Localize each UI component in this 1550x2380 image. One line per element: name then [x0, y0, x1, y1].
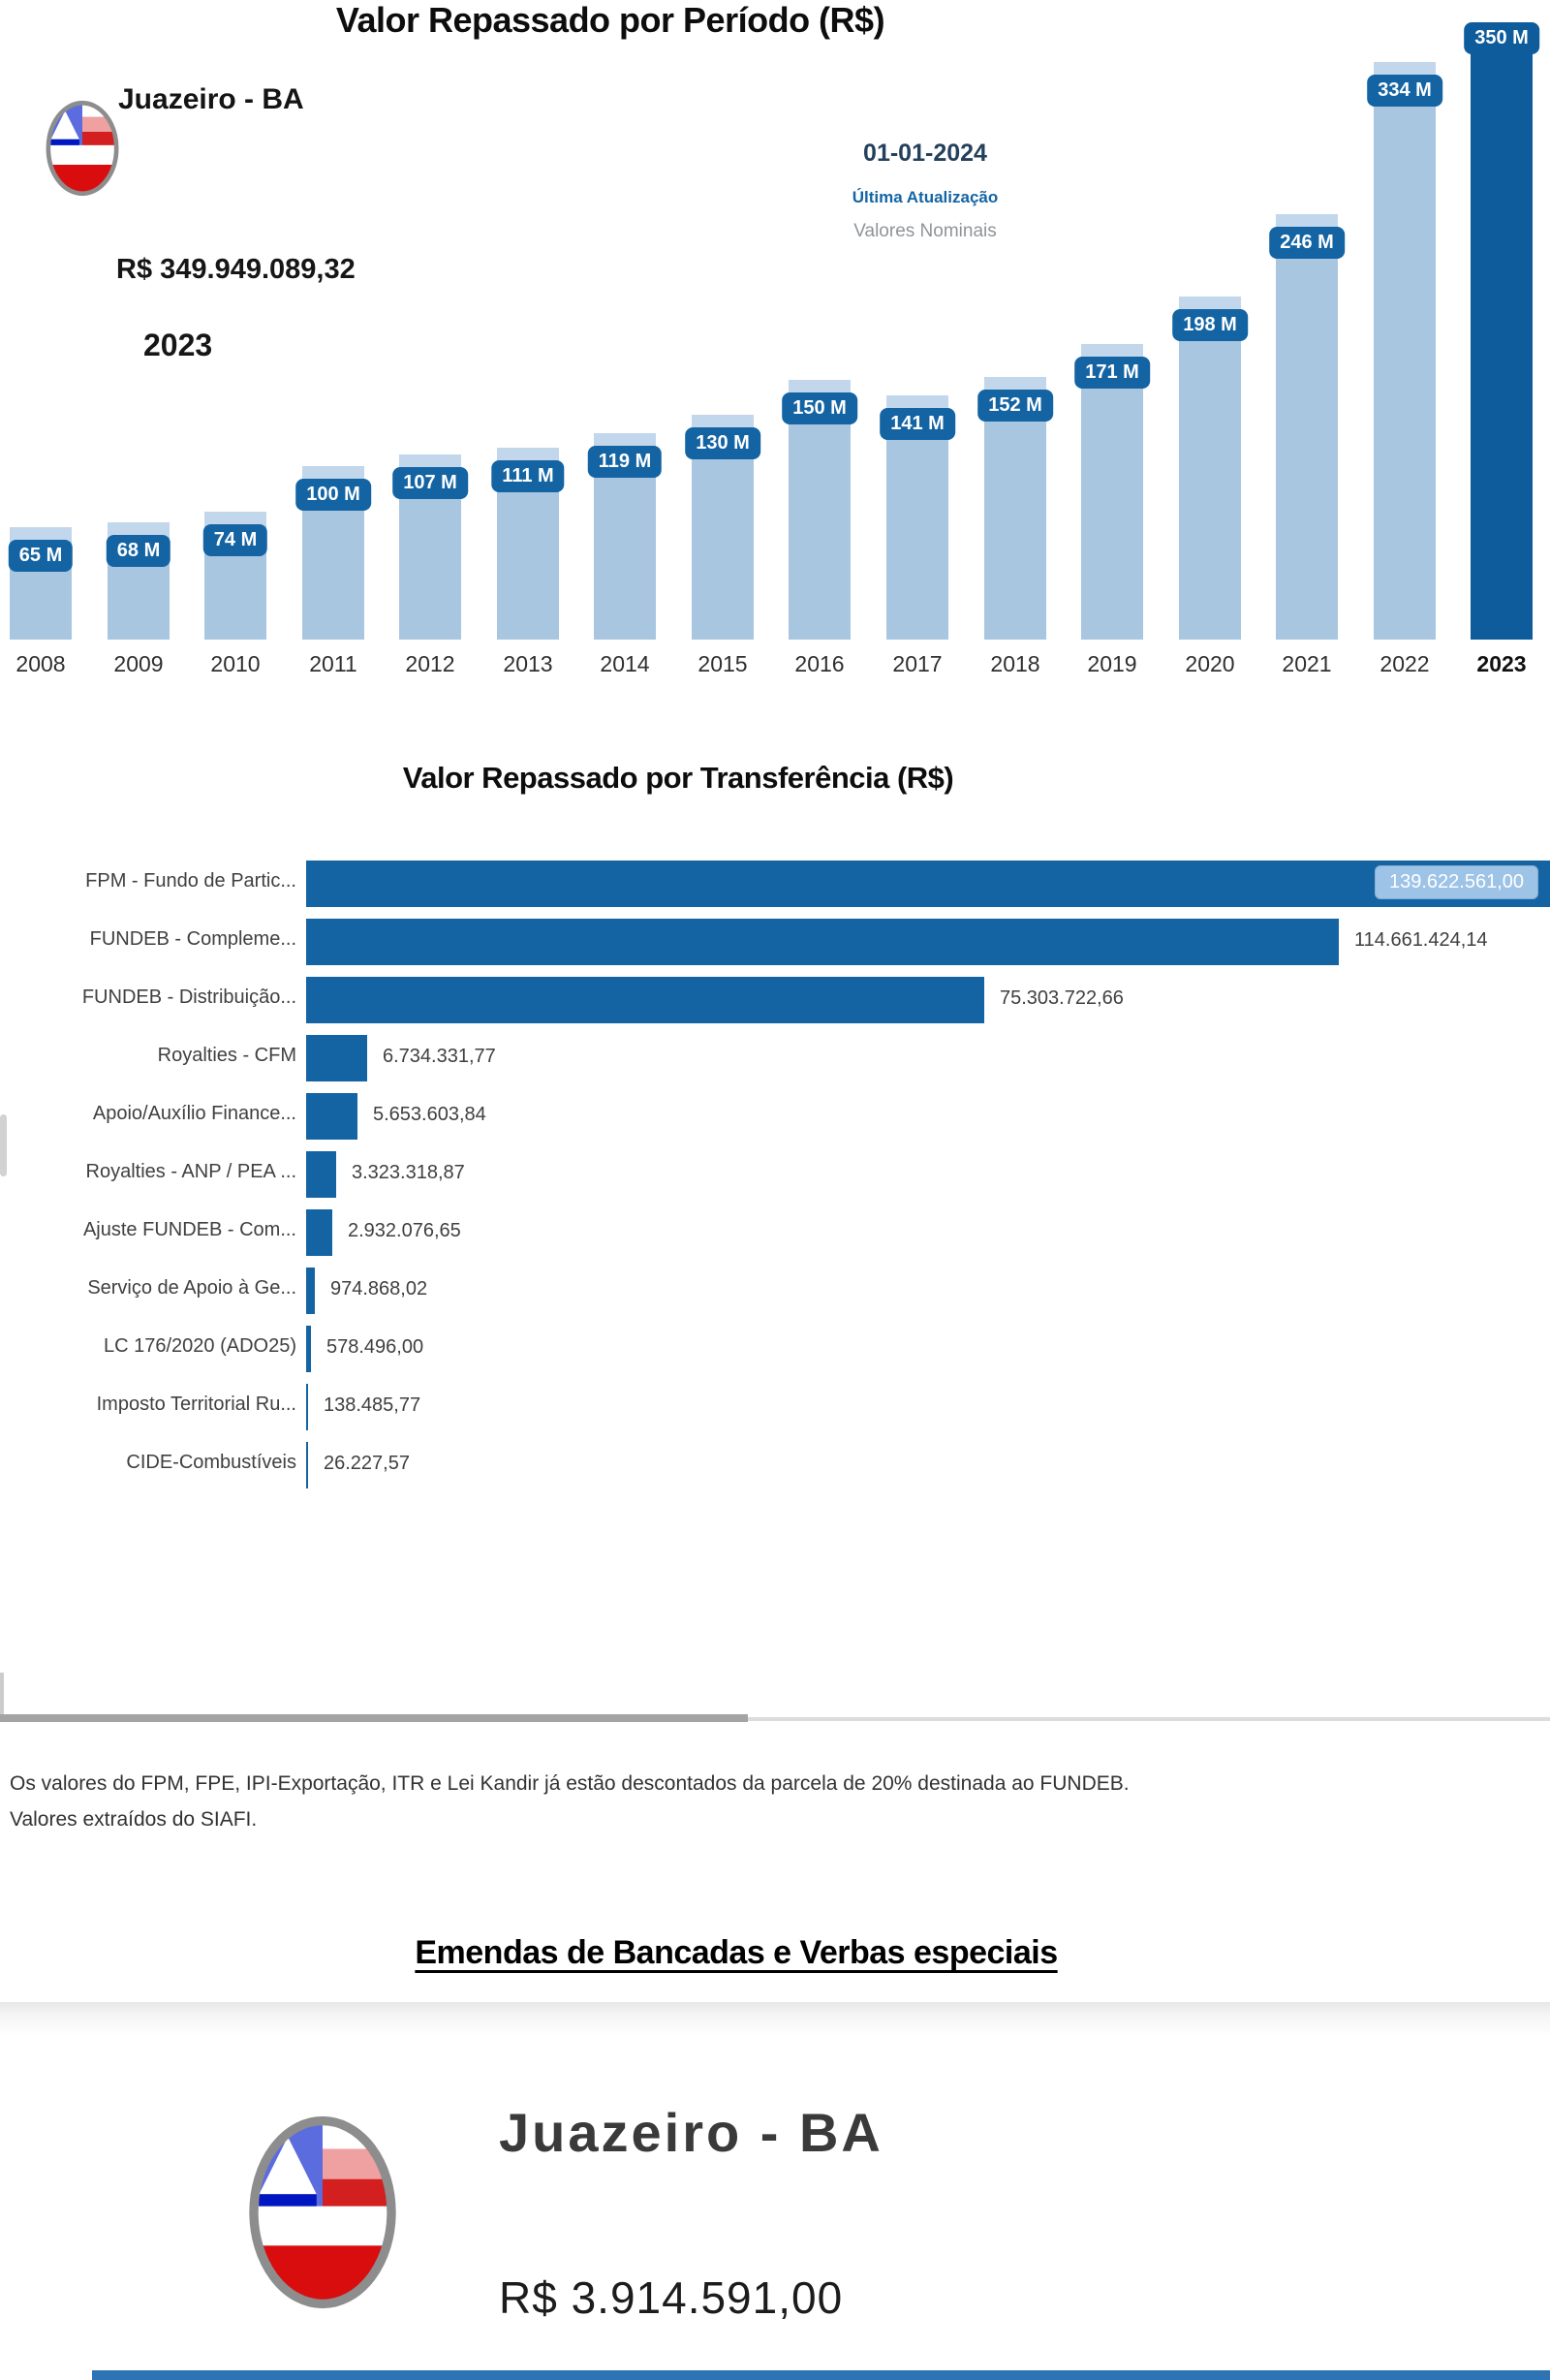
transfer-bar-value-label: 138.485,77 — [324, 1394, 421, 1416]
vertical-scrollbar-fragment[interactable] — [0, 1673, 4, 1717]
emendas-municipality: Juazeiro - BA — [499, 2102, 884, 2163]
next-visual-edge — [92, 2370, 1550, 2380]
period-axis-tick-2022: 2022 — [1380, 651, 1430, 676]
transfer-bar-2[interactable] — [306, 919, 1339, 965]
transfer-category-label: Royalties - ANP / PEA ... — [85, 1161, 296, 1182]
emendas-heading: Emendas de Bancadas e Verbas especiais — [415, 1934, 1058, 1971]
transfer-bar-5[interactable] — [306, 1093, 357, 1140]
period-axis-tick-2011: 2011 — [309, 651, 357, 676]
period-chart-title: Valor Repassado por Período (R$) — [335, 0, 885, 40]
period-axis-tick-2015: 2015 — [698, 651, 748, 676]
transfer-bar-9[interactable] — [306, 1326, 311, 1372]
period-bar-2020[interactable] — [1179, 297, 1241, 640]
period-axis-tick-2017: 2017 — [892, 651, 943, 676]
period-bar-2022[interactable] — [1374, 62, 1436, 640]
transfer-bar-value-label: 974.868,02 — [330, 1278, 428, 1300]
period-axis-tick-2010: 2010 — [210, 651, 261, 676]
footnote-line-2: Valores extraídos do SIAFI. — [10, 1808, 258, 1831]
period-axis-tick-2018: 2018 — [990, 651, 1040, 676]
transfer-category-label: LC 176/2020 (ADO25) — [103, 1335, 296, 1357]
total-amount: R$ 349.949.089,32 — [116, 254, 356, 285]
period-axis-tick-2009: 2009 — [113, 651, 164, 676]
nominal-values-label: Valores Nominais — [853, 221, 997, 241]
transfer-category-label: Royalties - CFM — [157, 1045, 296, 1066]
selected-year: 2023 — [143, 328, 213, 362]
vertical-scrollbar-thumb[interactable] — [0, 1114, 7, 1176]
transfer-bar-8[interactable] — [306, 1268, 315, 1314]
period-bar-value-label: 334 M — [1367, 75, 1442, 107]
period-bar-value-label: 119 M — [588, 446, 662, 478]
transfer-bar-1[interactable] — [306, 861, 1550, 907]
period-bar-value-label: 171 M — [1074, 357, 1150, 389]
transfer-bar-3[interactable] — [306, 977, 984, 1023]
period-bar-value-label: 152 M — [977, 390, 1053, 422]
period-bar-value-label: 74 M — [203, 524, 267, 556]
transfer-bar-value-label: 2.932.076,65 — [348, 1220, 461, 1241]
period-bar-2021[interactable] — [1276, 214, 1338, 640]
transfer-category-label: Ajuste FUNDEB - Com... — [82, 1219, 296, 1240]
emendas-amount: R$ 3.914.591,00 — [499, 2272, 844, 2323]
period-bar-value-label: 111 M — [491, 460, 564, 492]
period-axis-tick-2020: 2020 — [1185, 651, 1235, 676]
transfer-category-label: Serviço de Apoio à Ge... — [87, 1277, 296, 1299]
transfer-category-label: FUNDEB - Compleme... — [89, 928, 296, 950]
transfer-category-label: Apoio/Auxílio Finance... — [92, 1103, 296, 1124]
transfer-bar-value-label: 114.661.424,14 — [1354, 929, 1488, 951]
period-axis-tick-2013: 2013 — [503, 651, 553, 676]
period-axis-tick-2014: 2014 — [600, 651, 650, 676]
period-bar-value-label: 246 M — [1269, 227, 1345, 259]
transfer-category-label: Imposto Territorial Ru... — [96, 1394, 296, 1415]
transfer-bar-value-label: 6.734.331,77 — [383, 1046, 496, 1067]
period-bar-value-label: 65 M — [9, 540, 73, 572]
period-bar-value-label: 198 M — [1172, 309, 1248, 341]
period-bar-value-label: 68 M — [107, 535, 170, 567]
transfer-bar-7[interactable] — [306, 1209, 332, 1256]
period-bar-value-label: 350 M — [1464, 22, 1539, 54]
transfer-bar-value-label: 578.496,00 — [326, 1336, 424, 1358]
transfer-bar-value-label: 3.323.318,87 — [352, 1162, 465, 1183]
bahia-flag-icon — [45, 99, 120, 198]
transfer-category-label: FUNDEB - Distribuição... — [81, 986, 296, 1008]
transfer-bar-4[interactable] — [306, 1035, 367, 1081]
update-date: 01-01-2024 — [863, 140, 987, 167]
period-axis-tick-2021: 2021 — [1282, 651, 1332, 676]
transfer-bar-value-label: 26.227,57 — [324, 1453, 410, 1474]
period-bar-value-label: 141 M — [880, 408, 955, 440]
transfer-chart-plot — [0, 843, 1550, 1521]
transfer-chart-title: Valor Repassado por Transferência (R$) — [402, 761, 954, 795]
municipality-name: Juazeiro - BA — [118, 83, 304, 115]
period-bar-value-label: 150 M — [782, 392, 857, 424]
bahia-flag-icon-large — [221, 2113, 424, 2312]
period-bar-value-label: 100 M — [295, 479, 371, 511]
horizontal-scrollbar-thumb[interactable] — [0, 1714, 748, 1722]
period-axis-tick-2016: 2016 — [794, 651, 845, 676]
period-axis-tick-2008: 2008 — [16, 651, 66, 676]
period-axis-tick-2019: 2019 — [1087, 651, 1137, 676]
transfer-bar-value-label: 75.303.722,66 — [1000, 987, 1124, 1009]
period-bar-value-label: 107 M — [392, 467, 468, 499]
footnote — [10, 1766, 1531, 1837]
period-bar-2023[interactable] — [1471, 34, 1533, 640]
transfer-bar-value-label: 139.622.561,00 — [1375, 865, 1538, 899]
transfer-bar-10[interactable] — [306, 1384, 308, 1430]
transfer-category-label: CIDE-Combustíveis — [126, 1452, 296, 1473]
transfer-bar-11[interactable] — [306, 1442, 308, 1488]
period-axis-tick-2012: 2012 — [405, 651, 455, 676]
transfer-bar-value-label: 5.653.603,84 — [373, 1104, 486, 1125]
footnote-line-1: Os valores do FPM, FPE, IPI-Exportação, ITR e Lei Kandir já estão descontados da parcela de 20% destinada ao FUNDEB. — [10, 1772, 1130, 1795]
transfer-category-label: FPM - Fundo de Partic... — [85, 870, 296, 892]
update-date-label: Última Atualização — [852, 188, 999, 206]
period-bar-value-label: 130 M — [685, 427, 760, 459]
transfer-bar-6[interactable] — [306, 1151, 336, 1198]
period-axis-tick-2023: 2023 — [1476, 651, 1527, 676]
